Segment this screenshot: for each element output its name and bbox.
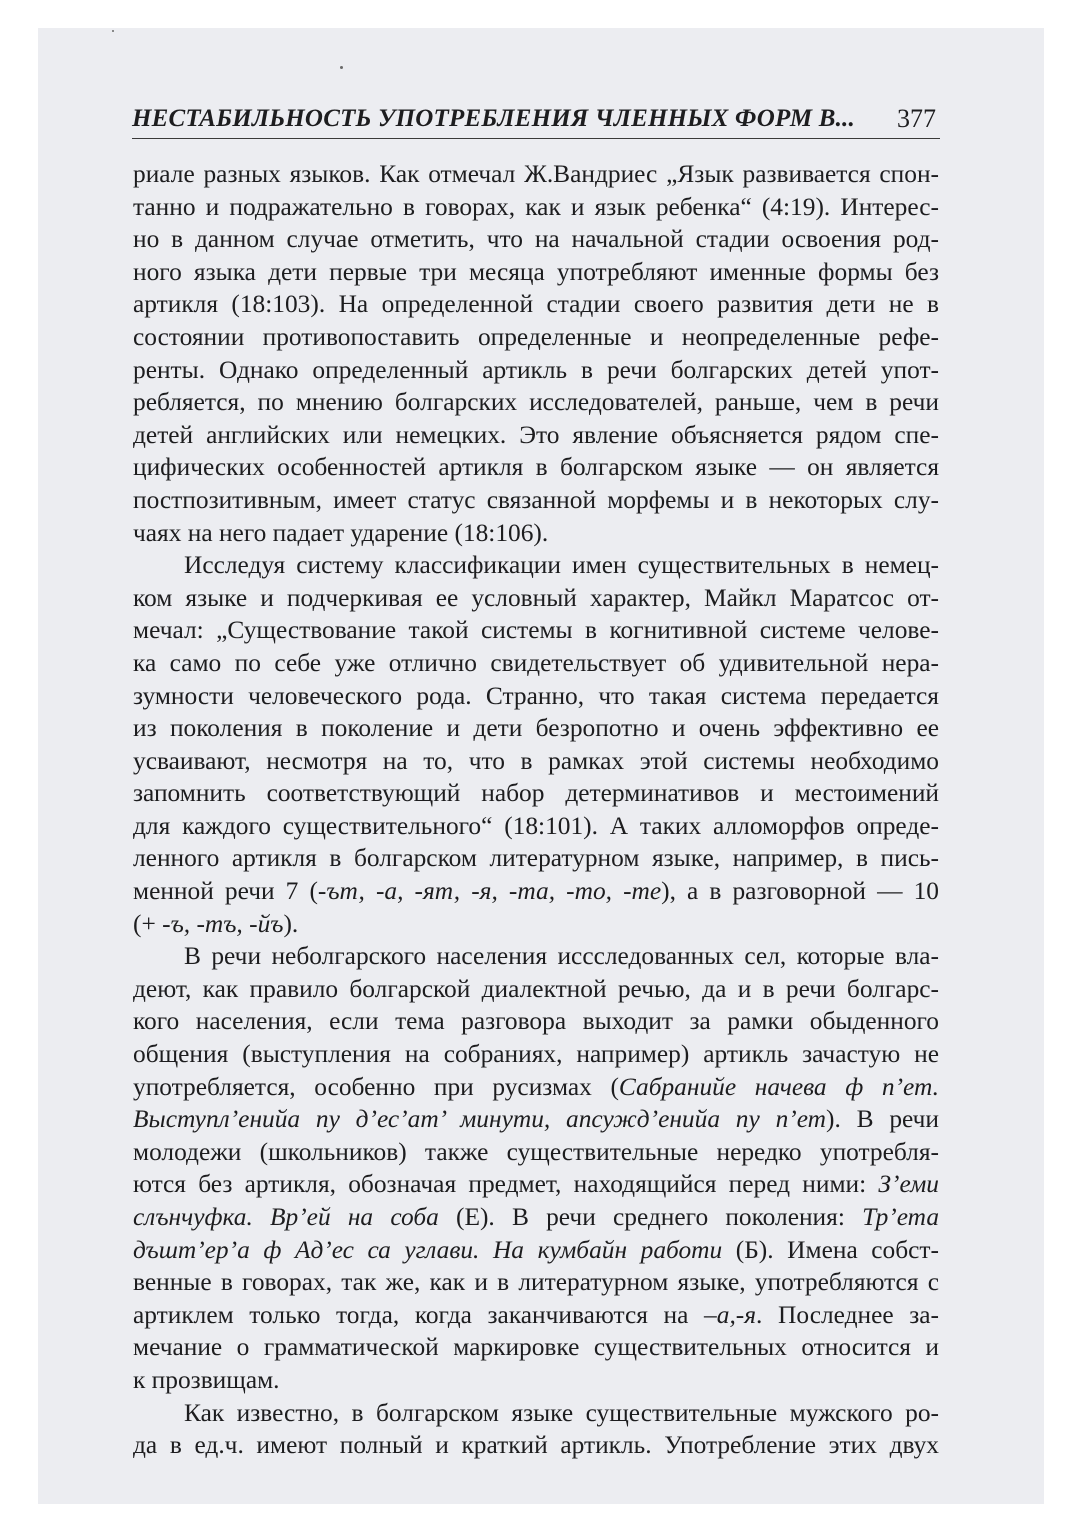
text-line: ка само по себе уже отлично свидетельствует об удивительной нера-	[133, 648, 939, 677]
paper-speck	[340, 66, 343, 69]
text-line-content: В речи неболгарского населения иссследованных сел, которые вла-	[184, 942, 939, 971]
italic-example: слънчуфка. Вр’ей на соба	[133, 1203, 439, 1231]
text-segment: ются без артикля, обозначая предмет, находящийся перед ними:	[133, 1170, 879, 1199]
text-line	[133, 1201, 939, 1234]
italic-example: -ъ, -тъ, -йъ	[162, 909, 284, 938]
text-line: но в данном случае отметить, что на начальной стадии освоения род-	[133, 225, 939, 254]
italic-example: -ът, -а, -ят, -я, -та, -то, -те	[317, 877, 662, 906]
text-segment: менной речи 7 (	[133, 877, 318, 906]
text-segment: (Е). В речи среднего поколения:	[438, 1203, 863, 1231]
text-line: зумности человеческого рода. Странно, что такая система передается	[133, 681, 939, 710]
text-line: танно и подражательно в говорах, как и язык ребенка“ (4:19). Интерес-	[133, 192, 939, 221]
text-line: ренты. Однако определенный артикль в речи болгарских детей упот-	[133, 355, 939, 384]
page-number: 377	[897, 104, 936, 133]
text-line: кого населения, если тема разговора выходит за рамки обыденного	[133, 1007, 939, 1036]
text-line	[133, 875, 939, 908]
text-line	[133, 1168, 939, 1201]
running-header	[132, 104, 940, 139]
text-line: детей английских или немецких. Это явление объясняется рядом спе-	[133, 420, 939, 449]
text-line: цифических особенностей артикля в болгарском языке — он является	[133, 453, 939, 482]
text-segment: употребляется, особенно при русизмах (	[133, 1072, 619, 1101]
text-line	[133, 1397, 939, 1430]
text-line: артикля (18:103). На определенной стадии своего развития дети не в	[133, 290, 939, 319]
italic-example: Тр’ета	[862, 1203, 940, 1231]
text-line: риале разных языков. Как отмечал Ж.Вандриес „Язык развивается спон-	[133, 160, 939, 188]
text-line: да в ед.ч. имеют полный и краткий артикль. Употребление этих двух	[133, 1431, 939, 1460]
text-line: усваивают, несмотря на то, что в рамках этой системы необходимо	[133, 746, 939, 775]
body-text	[133, 158, 939, 1462]
text-line: запомнить соответствующий набор детерминативов и местоимений	[133, 779, 939, 808]
italic-example: –а,-я	[704, 1300, 757, 1329]
paragraph-2	[133, 549, 939, 940]
italic-example: Сабранийе начева ф п’ет.	[618, 1072, 939, 1101]
text-line-content: Как известно, в болгарском языке существительные мужского ро-	[184, 1398, 939, 1427]
text-line	[133, 1103, 939, 1136]
text-line: ком языке и подчеркивая ее условный характер, Майкл Маратсос от-	[133, 583, 939, 612]
text-line	[133, 1299, 939, 1332]
text-line	[133, 549, 939, 582]
paragraph-1	[133, 158, 939, 549]
text-line: молодежи (школьников) также существительные нередко употребля-	[133, 1137, 939, 1166]
paragraph-3	[133, 940, 939, 1396]
italic-example: Выступл’енийа пу д’ес’ат’ минути, апсужд’енийа пу п’ет	[133, 1105, 826, 1134]
text-line: состоянии противопоставить определенные и неопределенные рефе-	[133, 322, 939, 351]
text-line: для каждого существительного“ (18:101). А таких алломорфов опреде-	[133, 811, 939, 840]
text-line: ного языка дети первые три месяца употребляют именные формы без	[133, 257, 939, 286]
text-line: к прозвищам.	[133, 1365, 280, 1394]
text-line: ребляется, по мнению болгарских исследователей, раньше, чем в речи	[133, 388, 939, 417]
text-line: ленного артикля в болгарском литературном языке, например, в пись-	[133, 844, 939, 873]
text-segment: (Б). Имена собст-	[722, 1235, 939, 1264]
running-title: НЕСТАБИЛЬНОСТЬ УПОТРЕБЛЕНИЯ ЧЛЕННЫХ ФОРМ В...	[132, 105, 855, 132]
text-segment: ).	[283, 909, 299, 938]
text-line	[133, 908, 939, 941]
text-line	[133, 1071, 939, 1104]
italic-example: З’еми	[878, 1170, 939, 1199]
text-segment: ). В речи	[826, 1105, 940, 1134]
text-line: венные в говорах, так же, как и в литературном языке, употребляются с	[133, 1268, 939, 1297]
text-line	[133, 940, 939, 973]
text-line: общения (выступления на собраниях, например) артикль зачастую не	[133, 1040, 939, 1069]
text-line: чаях на него падает ударение (18:106).	[133, 518, 549, 547]
paragraph-4	[133, 1397, 939, 1462]
text-line: постпозитивным, имеет статус связанной морфемы и в некоторых слу-	[133, 485, 939, 514]
text-segment: артиклем только тогда, когда заканчиваются на	[133, 1300, 705, 1329]
text-line-content: Исследуя систему классификации имен существительных в немец-	[184, 551, 939, 580]
italic-example: дъшт’ер’а ф Ад’ес са углави. На кумбайн работи	[133, 1235, 723, 1264]
text-line: из поколения в поколение и дети безропотно и очень эффективно ее	[133, 714, 939, 743]
text-line: мечание о грамматической маркировке существительных относится и	[133, 1333, 939, 1362]
text-segment: . Последнее за-	[756, 1300, 940, 1329]
text-segment: ), а в разговорной — 10	[661, 877, 939, 906]
text-segment: (+	[133, 909, 163, 938]
text-line: мечал: „Существование такой системы в когнитивной системе челове-	[133, 616, 939, 645]
paper-speck	[112, 30, 114, 32]
text-line	[133, 1234, 939, 1267]
text-line: деют, как правило болгарской диалектной речью, да и в речи болгарс-	[133, 974, 939, 1003]
